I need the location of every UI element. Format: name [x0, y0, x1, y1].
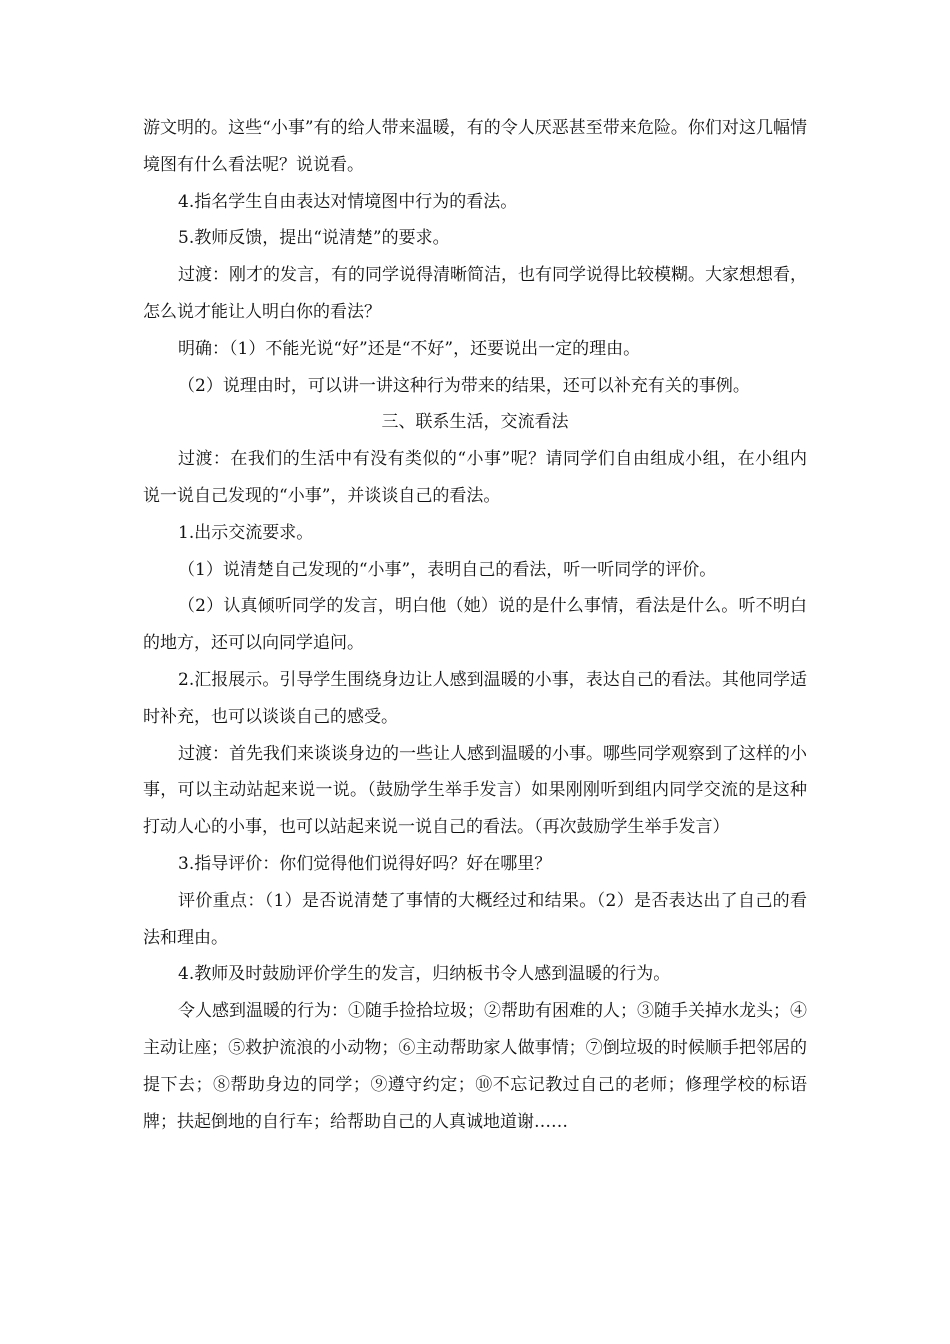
paragraph: （2）认真倾听同学的发言，明白他（她）说的是什么事情，看法是什么。听不明白的地方，还可以向同学追问。: [143, 596, 807, 654]
paragraph: 过渡：在我们的生活中有没有类似的“小事”呢？请同学们自由组成小组，在小组内说一说自己发现的“小事”，并谈谈自己的看法。: [143, 449, 807, 506]
paragraph: 3.指导评价：你们觉得他们说得好吗？好在哪里？: [178, 853, 552, 874]
document-body: [143, 110, 807, 1140]
paragraph: 明确：（1）不能光说“好”还是“不好”，还要说出一定的理由。: [178, 338, 641, 359]
paragraph: 过渡：首先我们来谈谈身边的一些让人感到温暖的小事。哪些同学观察到了这样的小事，可以主动站起来说一说。（鼓励学生举手发言）如果刚刚听到组内同学交流的是这种打动人心的小事，也可以站起来说一说自己的看法。（再次鼓励学生举手发言）: [143, 743, 807, 838]
paragraph: 4.教师及时鼓励评价学生的发言，归纳板书令人感到温暖的行为。: [178, 964, 671, 985]
paragraph: 过渡：刚才的发言，有的同学说得清晰简洁，也有同学说得比较模糊。大家想想看，怎么说才能让人明白你的看法？: [143, 265, 807, 322]
paragraph: 2.汇报展示。引导学生围绕身边让人感到温暖的小事，表达自己的看法。其他同学适时补充，也可以谈谈自己的感受。: [143, 669, 807, 727]
paragraph: 5.教师反馈，提出“说清楚”的要求。: [178, 228, 450, 249]
paragraph: 1.出示交流要求。: [178, 522, 314, 543]
paragraph: 评价重点：（1）是否说清楚了事情的大概经过和结果。（2）是否表达出了自己的看法和理由。: [143, 890, 807, 948]
paragraph: （1）说清楚自己发现的“小事”，表明自己的看法，听一听同学的评价。: [178, 559, 717, 580]
paragraph: 游文明的。这些“小事”有的给人带来温暖，有的令人厌恶甚至带来危险。你们对这几幅情境图有什么看法呢？说说看。: [143, 118, 807, 175]
section-heading: 三、联系生活，交流看法: [381, 412, 569, 433]
paragraph: 4.指名学生自由表达对情境图中行为的看法。: [178, 191, 518, 212]
paragraph: 令人感到温暖的行为：①随手捡拾垃圾；②帮助有困难的人；③随手关掉水龙头；④主动让座；⑤救护流浪的小动物；⑥主动帮助家人做事情；⑦倒垃圾的时候顺手把邻居的提下去；⑧帮助身边的同学；⑨遵守约定；⑩不忘记教过自己的老师；修理学校的标语牌；扶起倒地的自行车；给帮助自己的人真诚地道谢……: [143, 1001, 807, 1132]
paragraph: （2）说理由时，可以讲一讲这种行为带来的结果，还可以补充有关的事例。: [178, 375, 750, 396]
